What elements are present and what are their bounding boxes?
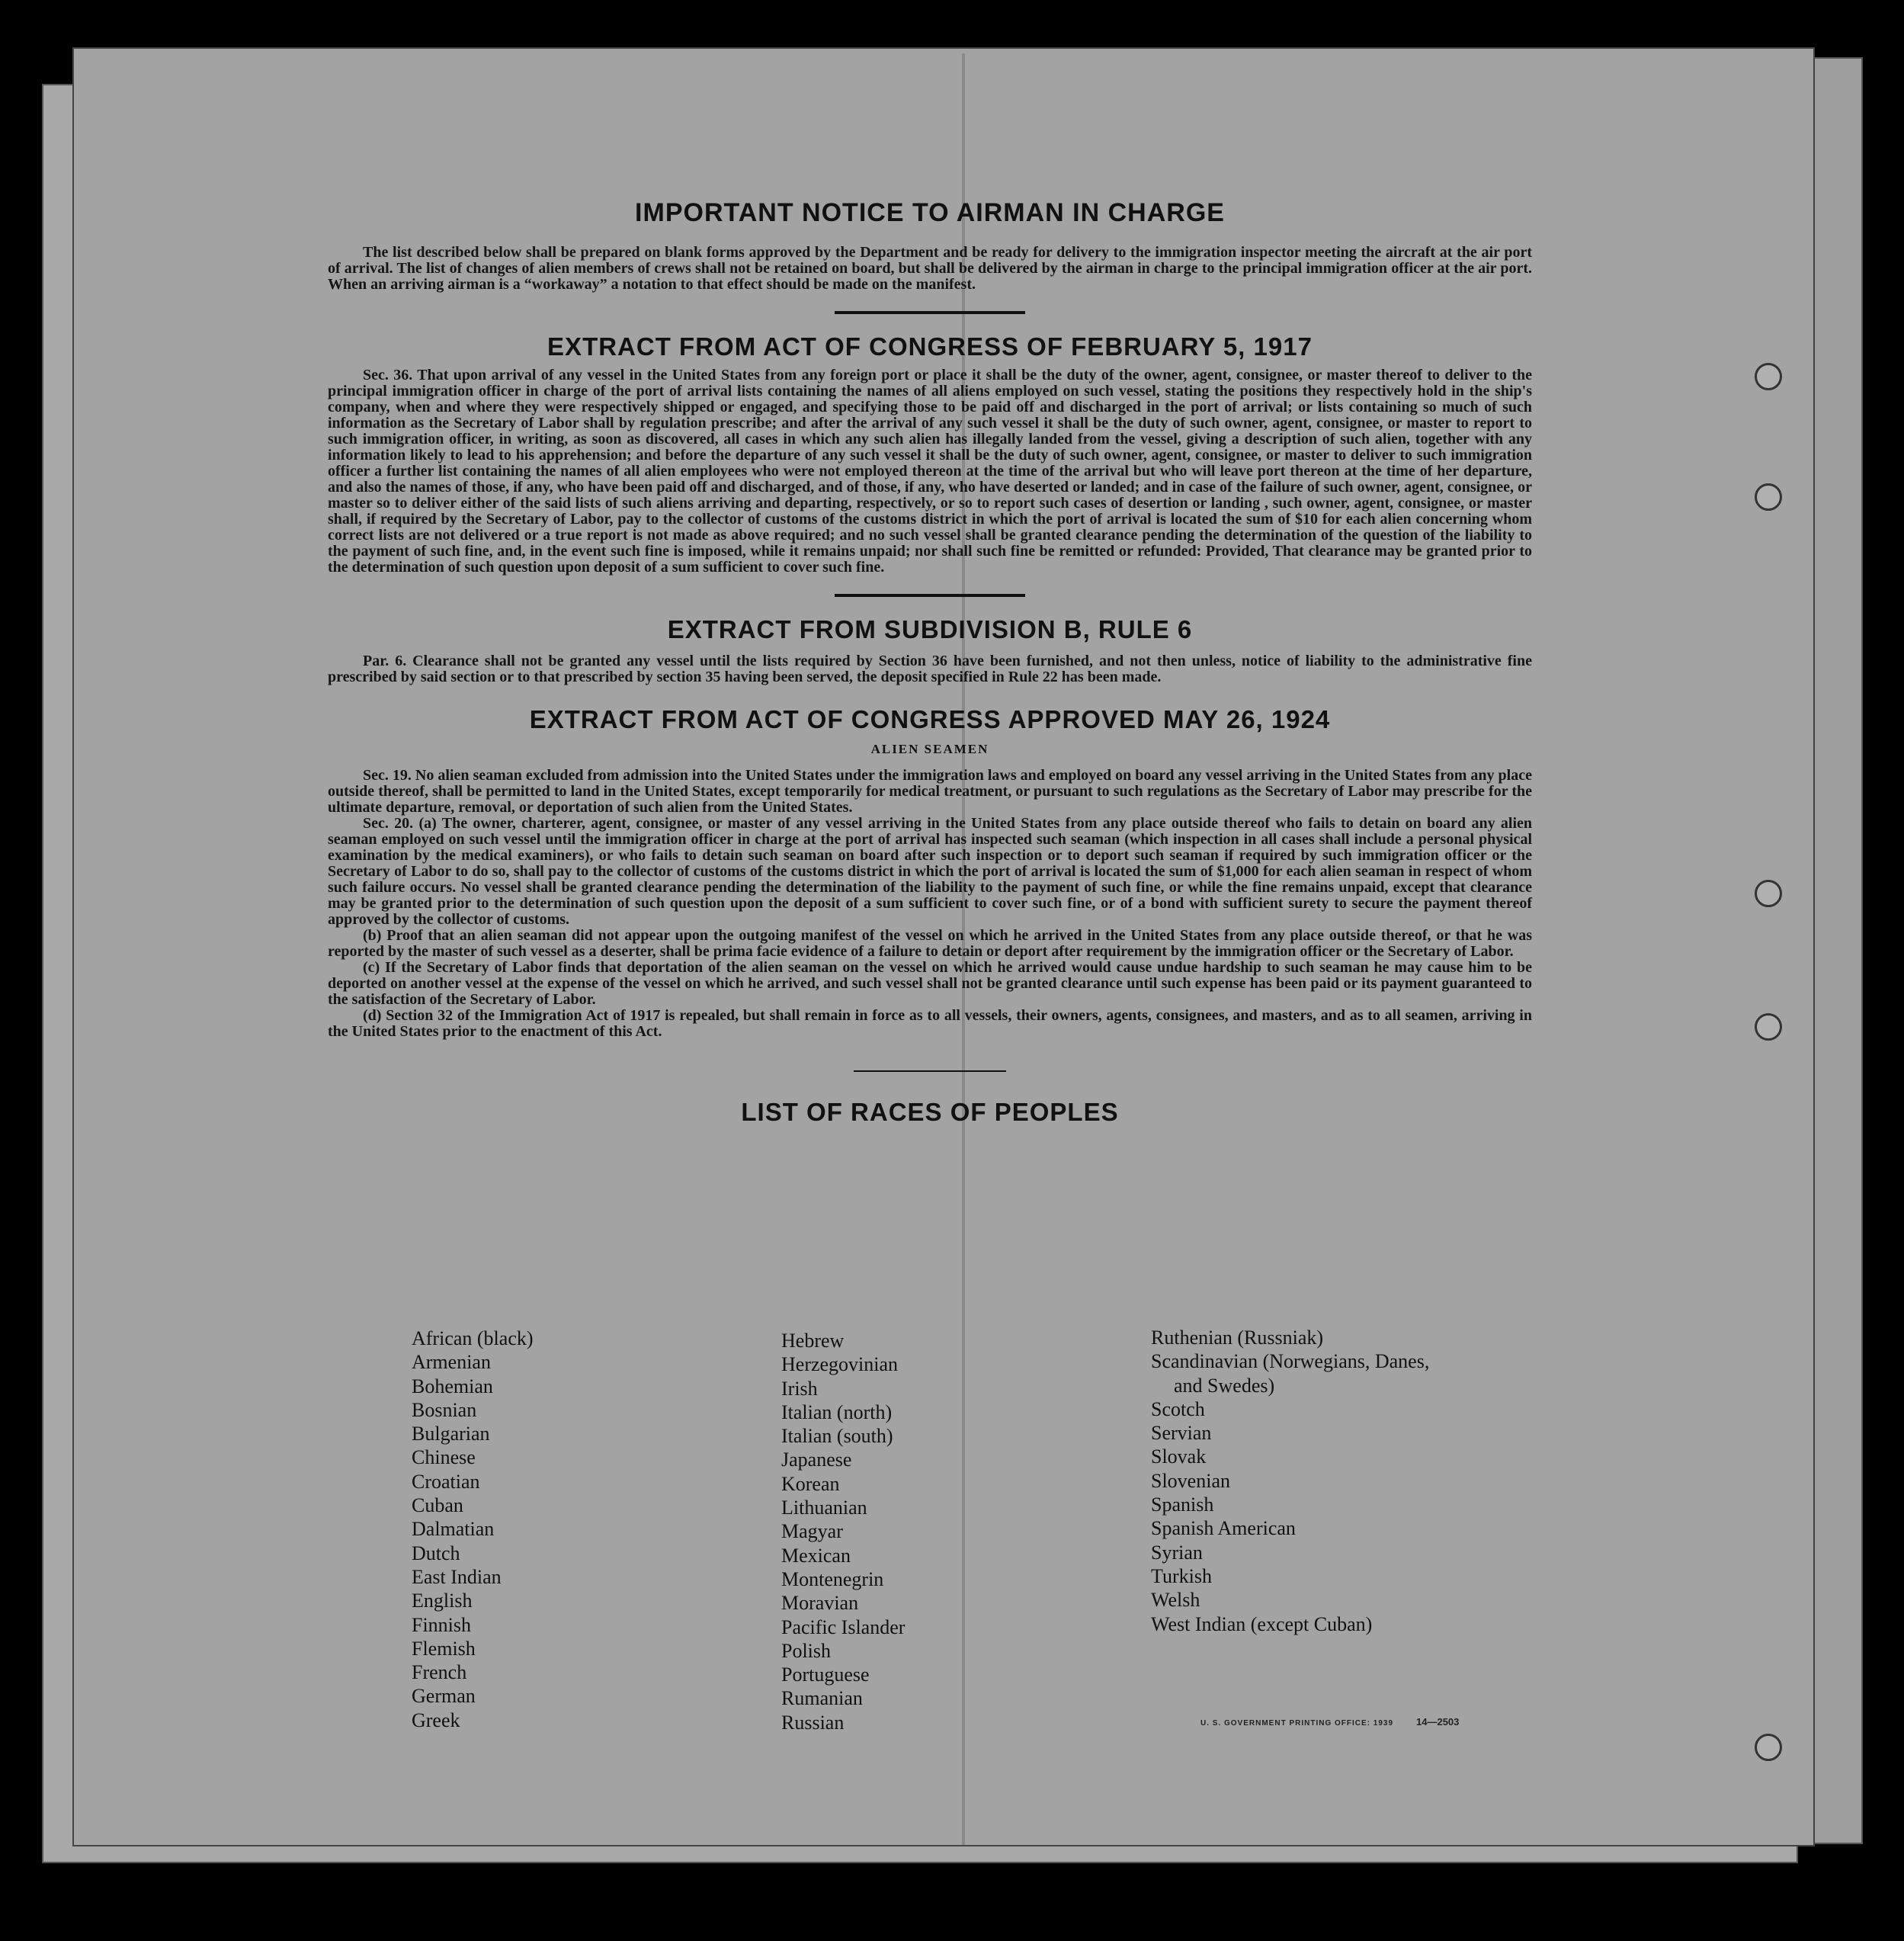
race-item: Pacific Islander [781,1615,906,1638]
race-item: Croatian [412,1470,480,1493]
race-item: Dalmatian [412,1518,495,1541]
race-item: Chinese [412,1446,476,1469]
punch-hole-2 [1755,483,1782,511]
race-item: Turkish [1151,1564,1212,1587]
printing-office-imprint: U. S. GOVERNMENT PRINTING OFFICE: 1939 [1200,1719,1394,1728]
notice-title: IMPORTANT NOTICE TO AIRMAN IN CHARGE [635,198,1225,227]
races-column-3 [1151,1326,1429,1636]
race-item: and Swedes) [1174,1374,1275,1397]
race-item: Irish [781,1377,818,1400]
race-item: Polish [781,1639,832,1662]
divider [854,1070,1006,1072]
extract-1917-body: Sec. 36. That upon arrival of any vessel in the United States from any foreign port or place it shall be the duty of the owner, agent, consignee, or master thereof to deliver to the principal immigration officer in charge of the port of arrival lists containing the names of all aliens employed on such vessel, stating the positions they respectively hold in the ship's company, when and where they were respectively shipped or engaged, and specifying those to be paid off and discharged in the port of arrival; or lists containing so much of such information as the Secretary of Labor shall by regulation prescribe; and after the arrival of any such vessel it shall be the duty of such owner, agent, consignee, or master to report to such immigration officer, in writing, as soon as discovered, all cases in which any such alien has illegally landed from the vessel, giving a description of such alien, together with any information likely to lead to his apprehension; and before the departure of any such vessel it shall be the duty of such owner, agent, consignee, or master to deliver to such immigration officer a further list containing the names of all alien employees who were not employed thereon at the time of the arrival but who will leave port thereon at the time of her departure, and also the names of those, if any, who have been paid off and discharged, and of those, if any, who have deserted or landed; and in case of the failure of such owner, agent, consignee, or master so to deliver either of the said lists of such aliens arriving and departing, respectively, or so to report such cases of desertion or landing , such owner, agent, consignee, or master shall, if required by the Secretary of Labor, pay to the collector of customs of the customs district in which the port of arrival is located the sum of $10 for each alien concerning whom correct lists are not delivered or a true report is not made as above required; and no such vessel shall be granted clearance pending the determination of the question of the liability to the payment of such fine, and, in the event such fine is imposed, while it remains unpaid; nor shall such fine be remitted or refunded: Provided, That clearance may be granted prior to the determination of such question upon deposit of a sum sufficient to cover such fine. [328,367,1532,576]
race-item: Italian (south) [781,1425,893,1448]
race-item: Moravian [781,1592,859,1615]
race-item: Korean [781,1472,840,1495]
race-item: Bosnian [412,1398,477,1421]
race-item: Dutch [412,1542,460,1564]
extract-1917-title: EXTRACT FROM ACT OF CONGRESS OF FEBRUARY 5, 1917 [547,332,1313,361]
race-item: Scotch [1151,1397,1205,1420]
extract-1924-sec20a: Sec. 20. (a) The owner, charterer, agent, consignee, or master of any vessel arriving in the United States from any place outside thereof who fails to detain on board any alien seaman employed on such vessel until the immigration officer in charge at the port of arrival has inspected such seaman (which inspection in all cases shall include a personal physical examination by the medical examiners), or who fails to detain such seaman on board after such inspection or to deport such seaman if required by such immigration officer or the Secretary of Labor to do so, shall pay to the collector of customs of the customs district in which the port of arrival is located the sum of $1,000 for each alien seaman in respect of whom such failure occurs. No vessel shall be granted clearance pending the determination of the liability to the payment of such fine, or while the fine remains unpaid, except that clearance may be granted prior to the determination of such question upon the deposit of a sum sufficient to cover such fine, or of a bond with sufficient surety to secure the payment thereof approved by the collector of customs. [328,815,1532,928]
race-item: Russian [781,1711,845,1734]
document-content [328,137,1532,1127]
race-item: Spanish American [1151,1517,1296,1540]
race-item: Herzegovinian [781,1353,899,1376]
extract-1924-sec20d: (d) Section 32 of the Immigration Act of 1917 is repealed, but shall remain in force as to all vessels, their owners, agents, consignees, and masters, and as to all seamen, arriving in the United States prior to the enactment of this Act. [328,1007,1532,1040]
races-column-1 [412,1327,534,1732]
race-item: Magyar [781,1520,843,1543]
race-item: English [412,1590,473,1612]
race-item: Finnish [412,1613,472,1636]
punch-hole-1 [1755,363,1782,390]
notice-body: The list described below shall be prepared on blank forms approved by the Department and be ready for delivery to the immigration inspector meeting the aircraft at the air port of arrival. The list of changes of alien members of crews shall not be retained on board, but shall be delivered by the airman in charge to the principal immigration officer at the air port. When an arriving airman is a “workaway” a notation to that effect should be made on the manifest. [328,244,1532,293]
race-item: East Indian [412,1565,502,1588]
extract-1924-subtitle: ALIEN SEAMEN [870,742,989,756]
race-item: Lithuanian [781,1497,867,1519]
race-item: West Indian (except Cuban) [1151,1612,1373,1635]
punch-hole-5 [1755,1734,1782,1761]
race-item: Hebrew [781,1330,845,1352]
race-item: Slovak [1151,1445,1207,1468]
race-item: Servian [1151,1422,1212,1445]
race-item: Bohemian [412,1375,493,1397]
extract-1924-sec19: Sec. 19. No alien seaman excluded from admission into the United States under the immigration laws and employed on board any vessel arriving in the United States from any place outside thereof, shall be permitted to land in the United States, except temporarily for medical treatment, or pursuant to such regulations as the Secretary of Labor may prescribe for the ultimate departure, removal, or deportation of such alien from the United States. [328,767,1532,816]
race-item: Spanish [1151,1493,1214,1516]
divider [835,594,1025,597]
races-title: LIST OF RACES OF PEOPLES [741,1098,1119,1126]
divider [835,311,1025,314]
race-item: African (black) [412,1327,534,1349]
races-column-2 [781,1329,905,1734]
race-item: Slovenian [1151,1469,1230,1492]
race-item: Syrian [1151,1541,1203,1564]
race-item: Japanese [781,1449,852,1471]
race-item: Greek [412,1708,460,1731]
race-item: Bulgarian [412,1423,490,1445]
form-number: 14—2503 [1416,1716,1460,1728]
race-item: Welsh [1151,1589,1200,1612]
extract-1924-sec20b: (b) Proof that an alien seaman did not appear upon the outgoing manifest of the vessel on which he arrived in the United States from any place outside thereof, or that he was reported by the master of such vessel as a deserter, shall be prima facie evidence of a failure to detain or deport after requirement by the immigration officer or the Secretary of Labor. [328,927,1532,960]
extract-1924-title: EXTRACT FROM ACT OF CONGRESS APPROVED MAY 26, 1924 [529,705,1331,733]
race-item: Mexican [781,1544,851,1567]
race-item: Rumanian [781,1687,863,1710]
rule6-body: Par. 6. Clearance shall not be granted any vessel until the lists required by Section 36 have been furnished, and not then unless, notice of liability to the administrative fine prescribed by said section or to that prescribed by section 35 having been served, the deposit specified in Rule 22 has been made. [328,653,1532,685]
race-item: Ruthenian (Russniak) [1151,1327,1324,1349]
race-item: Scandinavian (Norwegians, Danes, [1151,1350,1430,1373]
race-item: French [412,1661,467,1684]
race-item: German [412,1685,476,1708]
race-item: Italian (north) [781,1400,893,1423]
extract-1924-sec20c: (c) If the Secretary of Labor finds that deportation of the alien seaman on the vessel on which he arrived would cause undue hardship to such seaman he may cause him to be deported on another vessel at the expense of the vessel on which he arrived, and such vessel shall not be granted clearance until such expense has been paid or its payment guaranteed to the satisfaction of the Secretary of Labor. [328,959,1532,1008]
race-item: Armenian [412,1351,491,1374]
race-item: Cuban [412,1494,463,1517]
race-item: Portuguese [781,1663,870,1686]
punch-hole-4 [1755,1013,1782,1041]
race-item: Flemish [412,1637,476,1660]
race-item: Montenegrin [781,1567,884,1590]
punch-hole-3 [1755,880,1782,907]
rule6-title: EXTRACT FROM SUBDIVISION B, RULE 6 [667,615,1193,643]
